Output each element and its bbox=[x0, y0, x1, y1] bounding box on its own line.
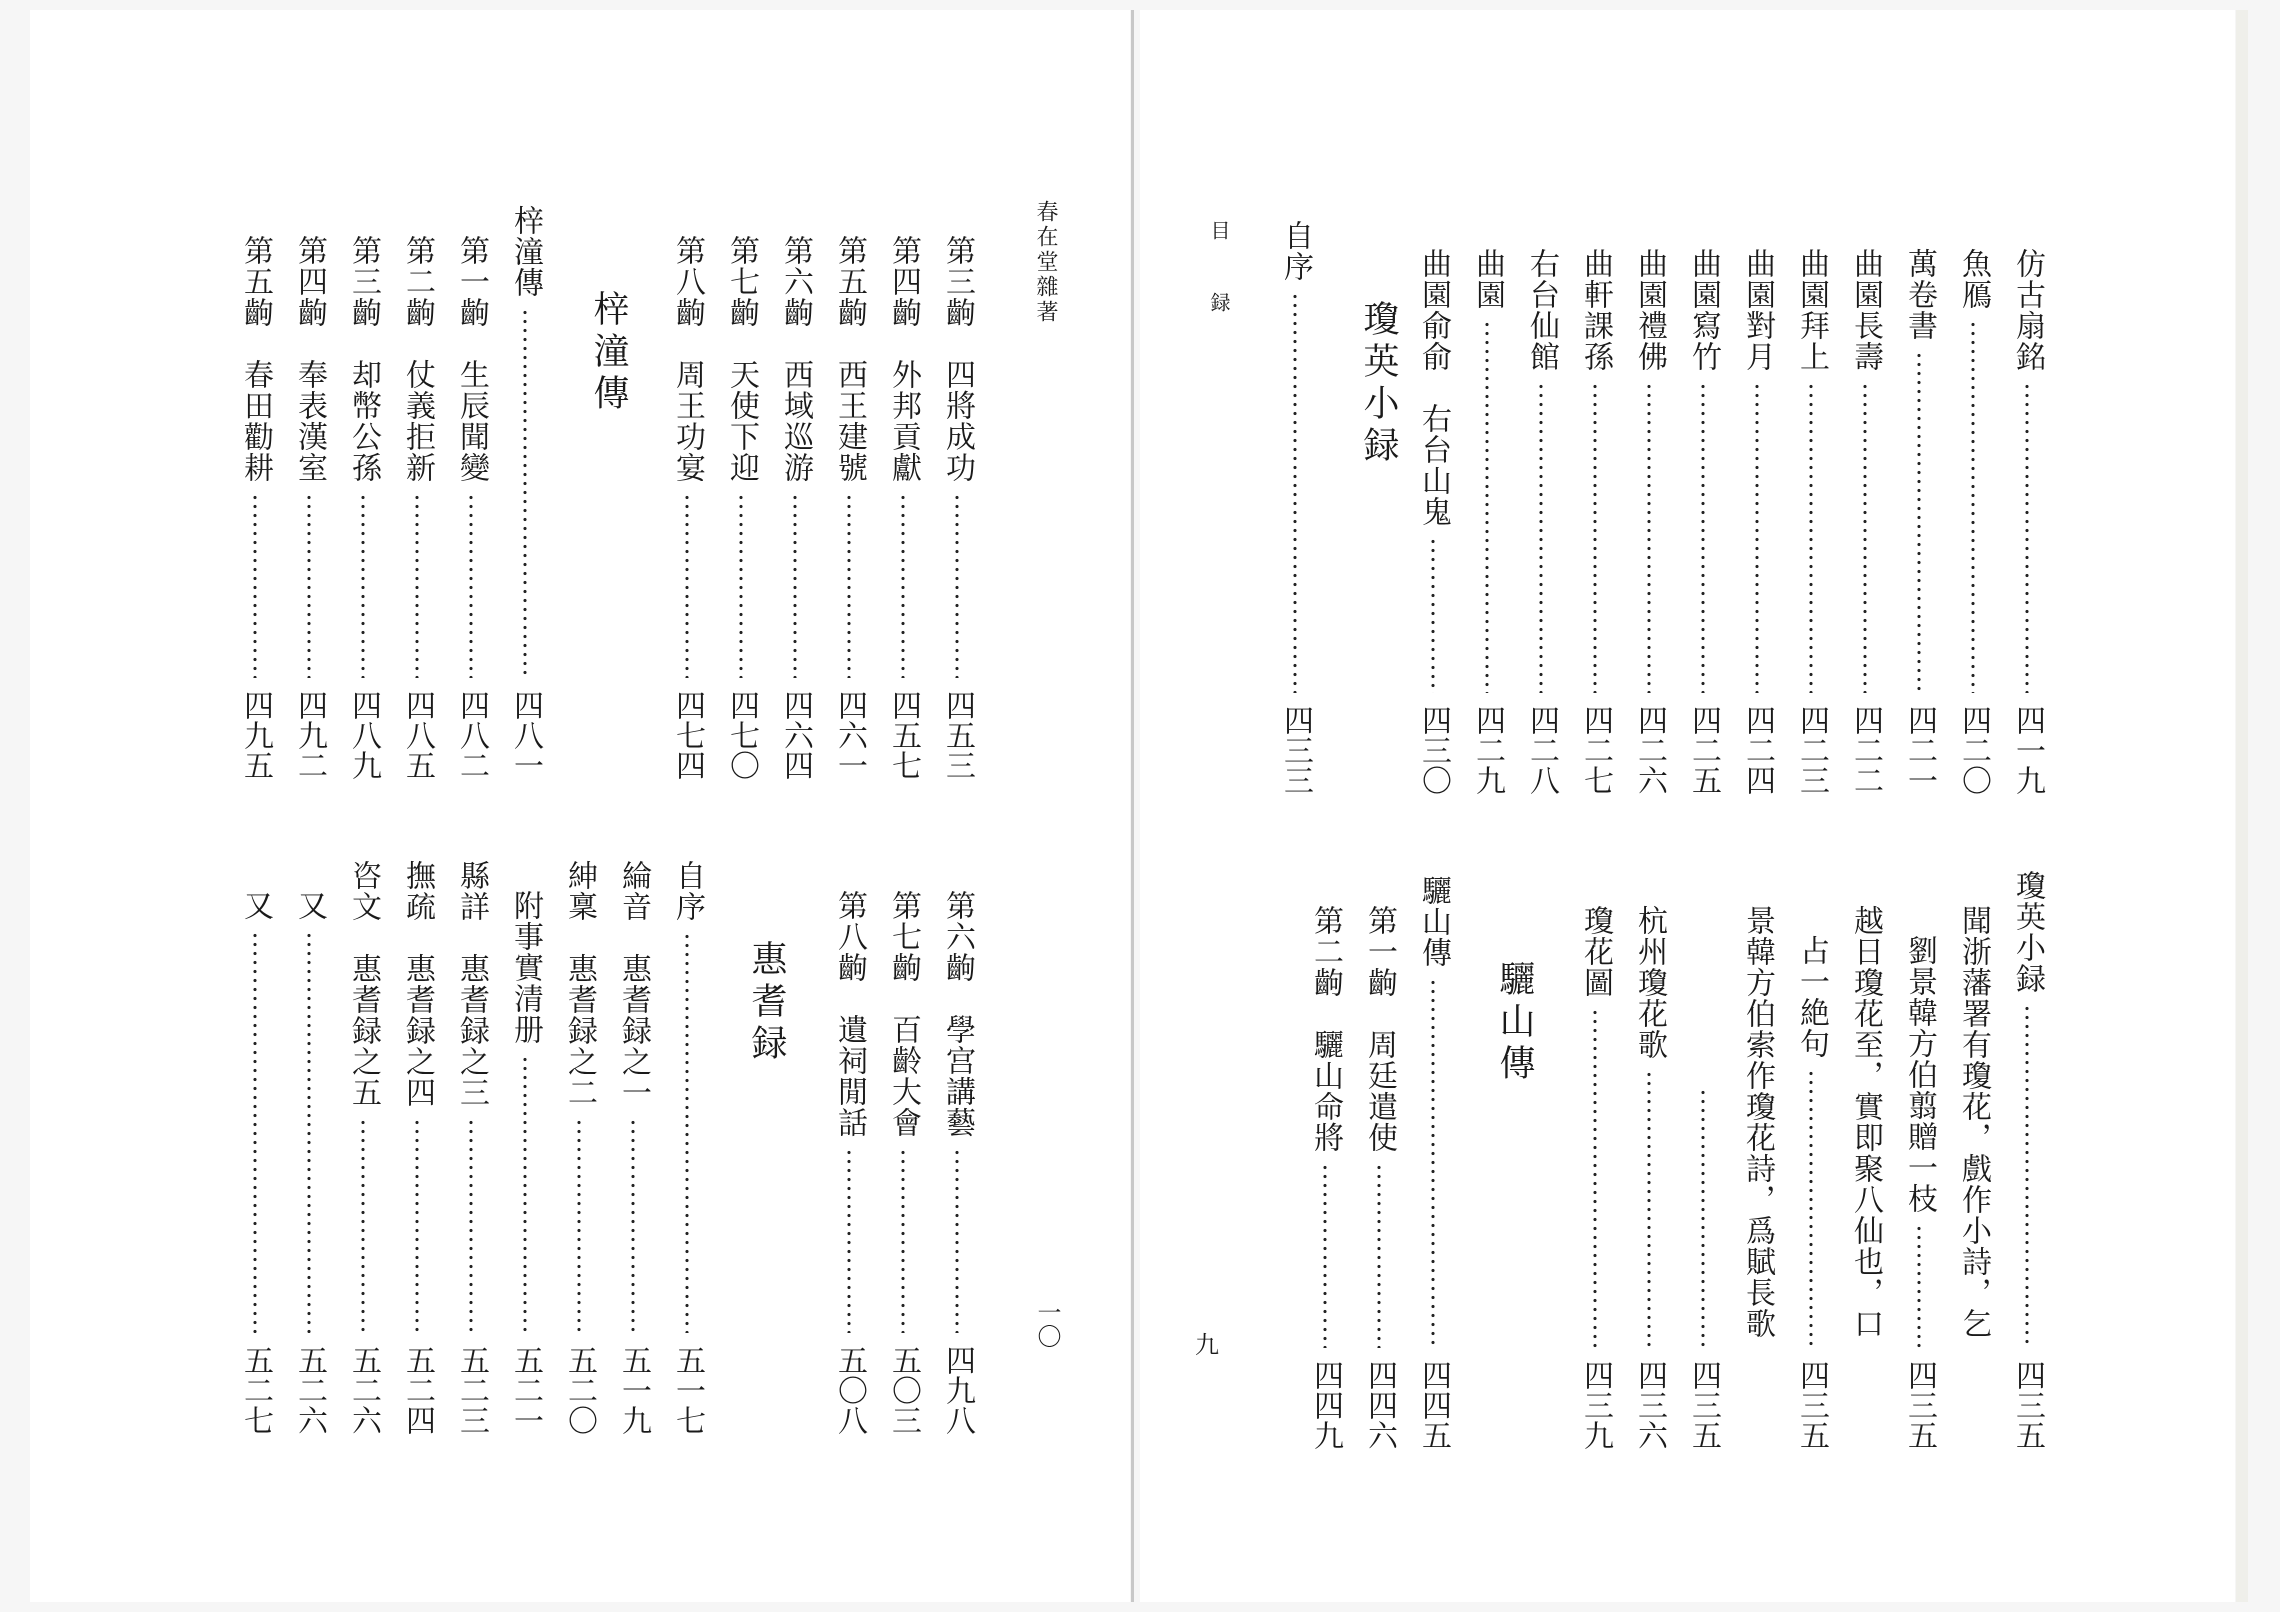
leader-dots bbox=[1647, 1070, 1651, 1348]
leader-dots bbox=[1701, 382, 1705, 693]
toc-entry: 又 bbox=[292, 890, 327, 921]
toc-entry: 劉景韓方伯翦贈一枝 bbox=[1902, 935, 1937, 1214]
toc-entry: 第四齣 奉表漢室 bbox=[292, 235, 327, 483]
toc-entry: 魚鴈 bbox=[1956, 248, 1991, 310]
toc-entry: 曲園俞俞 右台山鬼 bbox=[1416, 248, 1451, 527]
toc-page-number: 四四六 bbox=[1362, 1360, 1397, 1450]
toc-page-number: 四三九 bbox=[1578, 1360, 1613, 1450]
toc-entry: 第六齣 西域巡游 bbox=[778, 235, 813, 483]
leader-dots bbox=[307, 931, 311, 1333]
toc-page-number: 四五三 bbox=[940, 690, 975, 780]
toc-page-number: 四九二 bbox=[292, 690, 327, 780]
toc-page-number: 四二八 bbox=[1524, 705, 1559, 795]
toc-entry: 梓潼傳 bbox=[508, 205, 543, 298]
toc-entry: 驪山傳 bbox=[1416, 875, 1451, 968]
toc-page-number: 四六一 bbox=[832, 690, 867, 780]
toc-entry: 景韓方伯索作瓊花詩，爲賦長歌 bbox=[1740, 905, 1775, 1339]
toc-page-number: 四三五 bbox=[1902, 1360, 1937, 1450]
leader-dots bbox=[1539, 382, 1543, 693]
toc-page-number: 四二四 bbox=[1740, 705, 1775, 795]
toc-entry: 曲園長壽 bbox=[1848, 248, 1883, 372]
toc-entry: 第二齣 驪山命將 bbox=[1308, 905, 1343, 1153]
leader-dots bbox=[1809, 382, 1813, 693]
toc-page-number: 四八九 bbox=[346, 690, 381, 780]
toc-entry: 第四齣 外邦貢獻 bbox=[886, 235, 921, 483]
toc-page-number: 四三五 bbox=[1686, 1360, 1721, 1450]
leader-dots bbox=[1293, 292, 1297, 693]
toc-page-number: 五二〇 bbox=[562, 1345, 597, 1435]
leader-dots bbox=[253, 493, 257, 678]
toc-entry: 附事實清册 bbox=[508, 890, 543, 1045]
leader-dots bbox=[1701, 1088, 1705, 1348]
running-head-left: 春在堂雜著 bbox=[1033, 200, 1058, 325]
toc-page-number: 五二三 bbox=[454, 1345, 489, 1435]
toc-entry: 曲園 bbox=[1470, 248, 1505, 310]
toc-page-number: 四二五 bbox=[1686, 705, 1721, 795]
leader-dots bbox=[469, 1118, 473, 1333]
toc-page-number: 五一七 bbox=[670, 1345, 705, 1435]
toc-entry: 仿古扇銘 bbox=[2010, 248, 2045, 372]
leader-dots bbox=[307, 493, 311, 678]
section-title: 瓊英小録 bbox=[1358, 300, 1399, 468]
leader-dots bbox=[901, 493, 905, 678]
toc-entry: 曲園禮佛 bbox=[1632, 248, 1667, 372]
leader-dots bbox=[1323, 1163, 1327, 1348]
section-title: 驪山傳 bbox=[1494, 960, 1535, 1086]
leader-dots bbox=[415, 493, 419, 678]
leader-dots bbox=[1971, 320, 1975, 693]
toc-entry: 撫疏 惠耆録之四 bbox=[400, 860, 435, 1108]
toc-page-number: 四七〇 bbox=[724, 690, 759, 780]
folio-right: 九 bbox=[1195, 1331, 1219, 1359]
toc-entry: 第一齣 周廷遣使 bbox=[1362, 905, 1397, 1153]
leader-dots bbox=[469, 493, 473, 678]
leader-dots bbox=[523, 1055, 527, 1333]
toc-entry: 自序 bbox=[1278, 220, 1313, 282]
section-title: 惠耆録 bbox=[746, 940, 787, 1066]
toc-page-number: 四六四 bbox=[778, 690, 813, 780]
toc-entry: 第二齣 仗義拒新 bbox=[400, 235, 435, 483]
toc-page-number: 五二六 bbox=[292, 1345, 327, 1435]
leader-dots bbox=[1593, 1008, 1597, 1348]
toc-page-number: 四四九 bbox=[1308, 1360, 1343, 1450]
toc-page-number: 四二三 bbox=[1794, 705, 1829, 795]
toc-page-number: 四九八 bbox=[940, 1345, 975, 1435]
section-title: 梓潼傳 bbox=[588, 290, 629, 416]
book-gutter bbox=[1131, 10, 1134, 1602]
toc-entry: 聞浙藩署有瓊花，戲作小詩，乞 bbox=[1956, 905, 1991, 1339]
toc-entry: 占一絶句 bbox=[1794, 935, 1829, 1059]
toc-page-number: 五二一 bbox=[508, 1345, 543, 1435]
toc-entry: 紳稟 惠耆録之二 bbox=[562, 860, 597, 1108]
leader-dots bbox=[2025, 382, 2029, 693]
toc-entry: 右台仙館 bbox=[1524, 248, 1559, 372]
toc-entry: 曲軒課孫 bbox=[1578, 248, 1613, 372]
toc-entry: 縣詳 惠耆録之三 bbox=[454, 860, 489, 1108]
toc-entry: 第七齣 天使下迎 bbox=[724, 235, 759, 483]
leader-dots bbox=[2025, 1004, 2029, 1348]
toc-page-number: 四二二 bbox=[1848, 705, 1883, 795]
toc-entry: 瓊英小録 bbox=[2010, 870, 2045, 994]
toc-page-number: 四三五 bbox=[2010, 1360, 2045, 1450]
toc-entry: 曲園拜上 bbox=[1794, 248, 1829, 372]
toc-page-number: 四八五 bbox=[400, 690, 435, 780]
toc-page-number: 五〇八 bbox=[832, 1345, 867, 1435]
toc-entry: 第八齣 遺祠閒話 bbox=[832, 890, 867, 1138]
toc-entry: 第六齣 學宫講藝 bbox=[940, 890, 975, 1138]
toc-entry: 自序 bbox=[670, 860, 705, 922]
leader-dots bbox=[415, 1118, 419, 1333]
leader-dots bbox=[847, 493, 851, 678]
toc-entry: 綸音 惠耆録之一 bbox=[616, 860, 651, 1108]
leader-dots bbox=[955, 493, 959, 678]
leader-dots bbox=[253, 931, 257, 1333]
toc-entry: 第一齣 生辰聞變 bbox=[454, 235, 489, 483]
toc-page-number: 四九五 bbox=[238, 690, 273, 780]
toc-page-number: 四三六 bbox=[1632, 1360, 1667, 1450]
toc-page-number: 四二六 bbox=[1632, 705, 1667, 795]
leader-dots bbox=[1377, 1163, 1381, 1348]
leader-dots bbox=[1431, 978, 1435, 1348]
toc-page-number: 五二六 bbox=[346, 1345, 381, 1435]
folio-left: 一〇 bbox=[1033, 1300, 1061, 1348]
leader-dots bbox=[361, 1118, 365, 1333]
leader-dots bbox=[1917, 1224, 1921, 1348]
leader-dots bbox=[1647, 382, 1651, 693]
leader-dots bbox=[685, 932, 689, 1333]
toc-entry: 第三齣 四將成功 bbox=[940, 235, 975, 483]
toc-page-number: 四八二 bbox=[454, 690, 489, 780]
leader-dots bbox=[361, 493, 365, 678]
toc-page-number: 四二九 bbox=[1470, 705, 1505, 795]
toc-page-number: 四八一 bbox=[508, 690, 543, 780]
toc-entry: 咨文 惠耆録之五 bbox=[346, 860, 381, 1108]
toc-entry: 第五齣 春田勸耕 bbox=[238, 235, 273, 483]
leader-dots bbox=[1863, 382, 1867, 693]
toc-page-number: 五〇三 bbox=[886, 1345, 921, 1435]
toc-page-number: 四三五 bbox=[1794, 1360, 1829, 1450]
toc-page-number: 五二四 bbox=[400, 1345, 435, 1435]
leader-dots bbox=[685, 493, 689, 678]
leader-dots bbox=[1485, 320, 1489, 693]
toc-entry: 萬卷書 bbox=[1902, 248, 1937, 341]
leader-dots bbox=[1917, 351, 1921, 693]
leader-dots bbox=[1431, 537, 1435, 693]
toc-page-number: 四二七 bbox=[1578, 705, 1613, 795]
leader-dots bbox=[577, 1118, 581, 1333]
toc-entry: 杭州瓊花歌 bbox=[1632, 905, 1667, 1060]
toc-entry: 曲園寫竹 bbox=[1686, 248, 1721, 372]
leader-dots bbox=[955, 1148, 959, 1333]
leader-dots bbox=[631, 1118, 635, 1333]
leader-dots bbox=[739, 493, 743, 678]
toc-entry: 瓊花圖 bbox=[1578, 905, 1613, 998]
toc-entry: 第三齣 却幣公孫 bbox=[346, 235, 381, 483]
leader-dots bbox=[793, 493, 797, 678]
toc-entry: 又 bbox=[238, 890, 273, 921]
toc-entry: 第七齣 百齡大會 bbox=[886, 890, 921, 1138]
toc-entry: 第五齣 西王建號 bbox=[832, 235, 867, 483]
leader-dots bbox=[1755, 382, 1759, 693]
toc-page-number: 四二〇 bbox=[1956, 705, 1991, 795]
toc-page-number: 五二七 bbox=[238, 1345, 273, 1435]
toc-entry: 第八齣 周王功宴 bbox=[670, 235, 705, 483]
page-edge bbox=[2236, 10, 2248, 1602]
toc-entry: 越日瓊花至，實即聚八仙也，口 bbox=[1848, 905, 1883, 1339]
toc-entry: 曲園對月 bbox=[1740, 248, 1775, 372]
toc-page-number: 四三三 bbox=[1278, 705, 1313, 795]
toc-page-number: 四四五 bbox=[1416, 1360, 1451, 1450]
leader-dots bbox=[1593, 382, 1597, 693]
leader-dots bbox=[847, 1148, 851, 1333]
leader-dots bbox=[1809, 1069, 1813, 1348]
toc-page-number: 四五七 bbox=[886, 690, 921, 780]
toc-page-number: 四七四 bbox=[670, 690, 705, 780]
toc-page-number: 四二一 bbox=[1902, 705, 1937, 795]
running-head-right: 目 録 bbox=[1207, 220, 1231, 326]
toc-page-number: 四一九 bbox=[2010, 705, 2045, 795]
toc-page-number: 四三〇 bbox=[1416, 705, 1451, 795]
toc-page-number: 五一九 bbox=[616, 1345, 651, 1435]
leader-dots bbox=[523, 308, 527, 678]
leader-dots bbox=[901, 1148, 905, 1333]
